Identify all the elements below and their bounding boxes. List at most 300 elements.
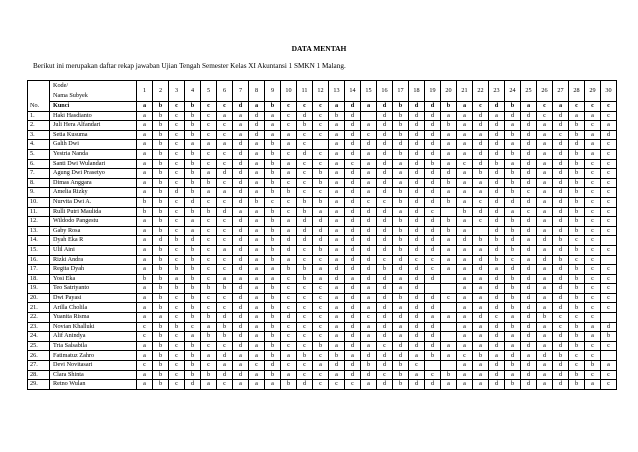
answer-cell: c bbox=[601, 207, 617, 217]
student-name: Galih Dwi bbox=[50, 140, 137, 150]
answer-cell: d bbox=[521, 380, 537, 390]
answer-cell: d bbox=[409, 226, 425, 236]
answer-cell: b bbox=[329, 351, 345, 361]
answer-cell: b bbox=[393, 149, 409, 159]
answer-cell bbox=[441, 274, 457, 284]
answer-cell bbox=[425, 361, 441, 371]
answer-cell: c bbox=[201, 341, 217, 351]
answer-cell: a bbox=[585, 111, 601, 121]
answer-cell: a bbox=[505, 159, 521, 169]
key-answer-10: c bbox=[281, 102, 297, 112]
answer-cell: b bbox=[185, 245, 201, 255]
answer-cell: d bbox=[489, 169, 505, 179]
answer-cell: a bbox=[249, 178, 265, 188]
answer-cell: b bbox=[377, 265, 393, 275]
answer-cell: d bbox=[409, 265, 425, 275]
table-row bbox=[28, 111, 617, 121]
answer-cell: a bbox=[409, 370, 425, 380]
answer-cell: d bbox=[521, 361, 537, 371]
answer-cell: d bbox=[233, 178, 249, 188]
answer-cell: b bbox=[137, 274, 153, 284]
answer-cell: a bbox=[137, 236, 153, 246]
answer-cell: d bbox=[553, 303, 569, 313]
answer-cell: d bbox=[377, 159, 393, 169]
row-number: 8. bbox=[28, 178, 50, 188]
row-number: 20. bbox=[28, 293, 50, 303]
answer-cell: c bbox=[601, 226, 617, 236]
row-number: 17. bbox=[28, 265, 50, 275]
answer-cell: b bbox=[505, 188, 521, 198]
answer-cell: a bbox=[249, 303, 265, 313]
answer-cell: b bbox=[505, 380, 521, 390]
answer-cell: d bbox=[473, 159, 489, 169]
answer-cell: a bbox=[249, 274, 265, 284]
answer-cell: b bbox=[441, 217, 457, 227]
answer-cell: a bbox=[457, 111, 473, 121]
row-number: 18. bbox=[28, 274, 50, 284]
key-answer-30: c bbox=[601, 102, 617, 112]
answer-cell: b bbox=[569, 303, 585, 313]
answer-cell: d bbox=[281, 236, 297, 246]
answer-cell: b bbox=[505, 169, 521, 179]
answer-cell: b bbox=[185, 351, 201, 361]
answer-cell: d bbox=[409, 322, 425, 332]
answer-cell: a bbox=[569, 111, 585, 121]
answer-cell: a bbox=[585, 332, 601, 342]
answer-cell: a bbox=[393, 322, 409, 332]
answer-cell: b bbox=[153, 130, 169, 140]
answer-cell: a bbox=[361, 332, 377, 342]
table-row bbox=[28, 169, 617, 179]
answer-cell: a bbox=[393, 303, 409, 313]
answer-cell: d bbox=[297, 226, 313, 236]
answer-cell: b bbox=[393, 370, 409, 380]
answer-cell: b bbox=[313, 169, 329, 179]
answer-cell: c bbox=[201, 121, 217, 131]
answer-cell: d bbox=[233, 159, 249, 169]
table-row bbox=[28, 226, 617, 236]
answer-cell: c bbox=[169, 130, 185, 140]
answer-cell: c bbox=[281, 332, 297, 342]
answer-cell: a bbox=[457, 284, 473, 294]
answer-cell: c bbox=[585, 341, 601, 351]
answer-cell: d bbox=[489, 303, 505, 313]
answer-cell: a bbox=[313, 207, 329, 217]
table-row bbox=[28, 130, 617, 140]
answer-cell: a bbox=[281, 226, 297, 236]
answer-cell: d bbox=[217, 313, 233, 323]
answer-cell: d bbox=[457, 236, 473, 246]
answer-cell: b bbox=[313, 197, 329, 207]
answer-cell: d bbox=[345, 217, 361, 227]
answer-cell: c bbox=[281, 178, 297, 188]
question-number-24: 24 bbox=[505, 81, 521, 102]
answer-cell: d bbox=[505, 265, 521, 275]
answer-cell: a bbox=[329, 303, 345, 313]
answer-cell: b bbox=[393, 188, 409, 198]
question-number-22: 22 bbox=[473, 81, 489, 102]
answer-cell: b bbox=[425, 351, 441, 361]
answer-cell: d bbox=[409, 284, 425, 294]
row-number: 7. bbox=[28, 169, 50, 179]
answer-cell: b bbox=[185, 207, 201, 217]
answer-cell: d bbox=[393, 341, 409, 351]
answer-cell: a bbox=[329, 178, 345, 188]
answer-cell: b bbox=[265, 370, 281, 380]
answer-cell: c bbox=[281, 207, 297, 217]
answer-cell: c bbox=[217, 380, 233, 390]
answer-cell: c bbox=[281, 361, 297, 371]
answer-cell bbox=[601, 313, 617, 323]
answer-cell: a bbox=[473, 274, 489, 284]
answer-cell: b bbox=[569, 265, 585, 275]
key-answer-5: c bbox=[201, 102, 217, 112]
answer-cell bbox=[473, 226, 489, 236]
answer-cell: c bbox=[601, 284, 617, 294]
answer-cell: a bbox=[441, 313, 457, 323]
student-name: Gaby Rosa bbox=[50, 226, 137, 236]
table-row bbox=[28, 332, 617, 342]
answer-cell: d bbox=[489, 217, 505, 227]
table-row bbox=[28, 197, 617, 207]
answer-cell: d bbox=[233, 370, 249, 380]
answer-cell: b bbox=[153, 226, 169, 236]
answer-cell: d bbox=[553, 169, 569, 179]
key-answer-7: d bbox=[233, 102, 249, 112]
table-row bbox=[28, 207, 617, 217]
answer-cell: b bbox=[457, 207, 473, 217]
answer-cell: b bbox=[393, 361, 409, 371]
answer-cell: d bbox=[489, 322, 505, 332]
table-row bbox=[28, 255, 617, 265]
answer-cell: b bbox=[169, 284, 185, 294]
answer-cell: a bbox=[137, 169, 153, 179]
answer-cell bbox=[361, 111, 377, 121]
answer-cell: a bbox=[521, 351, 537, 361]
answer-cell: b bbox=[505, 293, 521, 303]
answer-cell: d bbox=[553, 380, 569, 390]
answer-cell: c bbox=[201, 361, 217, 371]
key-answer-28: c bbox=[569, 102, 585, 112]
answer-cell: d bbox=[409, 130, 425, 140]
answer-cell: b bbox=[265, 140, 281, 150]
answer-cell: a bbox=[361, 149, 377, 159]
answer-cell: d bbox=[425, 169, 441, 179]
answer-cell: b bbox=[393, 111, 409, 121]
answer-cell: d bbox=[425, 274, 441, 284]
answer-cell: a bbox=[217, 111, 233, 121]
answer-cell: c bbox=[313, 159, 329, 169]
question-number-30: 30 bbox=[601, 81, 617, 102]
answer-cell: d bbox=[425, 236, 441, 246]
answer-cell: a bbox=[137, 130, 153, 140]
answer-cell: c bbox=[297, 313, 313, 323]
answer-cell: d bbox=[521, 159, 537, 169]
answer-cell: b bbox=[153, 322, 169, 332]
answer-cell: d bbox=[553, 178, 569, 188]
answer-cell: a bbox=[505, 207, 521, 217]
answer-cell: c bbox=[169, 370, 185, 380]
answer-cell: c bbox=[601, 169, 617, 179]
answer-cell: b bbox=[185, 121, 201, 131]
key-answer-4: b bbox=[185, 102, 201, 112]
answer-cell: d bbox=[329, 274, 345, 284]
answer-cell: d bbox=[489, 207, 505, 217]
key-answer-27: a bbox=[553, 102, 569, 112]
answer-cell: d bbox=[185, 197, 201, 207]
answer-cell: a bbox=[329, 207, 345, 217]
answer-cell: d bbox=[233, 226, 249, 236]
question-number-20: 20 bbox=[441, 81, 457, 102]
answer-cell: b bbox=[361, 361, 377, 371]
answer-cell: d bbox=[249, 130, 265, 140]
answer-cell: a bbox=[137, 293, 153, 303]
answer-cell: a bbox=[217, 245, 233, 255]
answer-cell: b bbox=[153, 351, 169, 361]
student-name: Tria Salsabila bbox=[50, 341, 137, 351]
answer-cell: a bbox=[537, 245, 553, 255]
answer-cell: a bbox=[393, 159, 409, 169]
answer-cell: b bbox=[249, 197, 265, 207]
table-row bbox=[28, 370, 617, 380]
answer-cell: b bbox=[505, 149, 521, 159]
answer-cell: c bbox=[297, 159, 313, 169]
table-row bbox=[28, 121, 617, 131]
answer-cell: d bbox=[345, 207, 361, 217]
table-row bbox=[28, 265, 617, 275]
answer-cell: b bbox=[201, 178, 217, 188]
student-name: Retno Wulan bbox=[50, 380, 137, 390]
answer-cell: c bbox=[313, 188, 329, 198]
answer-cell: b bbox=[201, 370, 217, 380]
question-number-9: 9 bbox=[265, 81, 281, 102]
answer-cell: c bbox=[281, 284, 297, 294]
row-number: 14. bbox=[28, 236, 50, 246]
answer-cell: d bbox=[233, 303, 249, 313]
answer-cell: c bbox=[249, 361, 265, 371]
answer-cell: a bbox=[137, 226, 153, 236]
answer-cell: a bbox=[457, 226, 473, 236]
answer-cell: c bbox=[313, 370, 329, 380]
student-name: Nurvita Dwi A. bbox=[50, 197, 137, 207]
answer-cell: b bbox=[329, 111, 345, 121]
answer-cell: d bbox=[393, 255, 409, 265]
answer-cell: a bbox=[249, 207, 265, 217]
answer-cell: a bbox=[473, 303, 489, 313]
answer-cell: d bbox=[553, 140, 569, 150]
answer-table bbox=[27, 80, 617, 390]
answer-cell: c bbox=[201, 111, 217, 121]
answer-cell: a bbox=[457, 149, 473, 159]
answer-cell: d bbox=[553, 274, 569, 284]
answer-cell: a bbox=[473, 293, 489, 303]
answer-cell: d bbox=[345, 341, 361, 351]
answer-cell: d bbox=[361, 274, 377, 284]
answer-cell: c bbox=[217, 149, 233, 159]
answer-cell: c bbox=[169, 380, 185, 390]
answer-cell: c bbox=[217, 265, 233, 275]
answer-cell: b bbox=[569, 217, 585, 227]
answer-cell: c bbox=[601, 265, 617, 275]
answer-cell: c bbox=[585, 188, 601, 198]
answer-cell: d bbox=[425, 245, 441, 255]
answer-cell: c bbox=[601, 149, 617, 159]
answer-cell: d bbox=[153, 236, 169, 246]
answer-cell: c bbox=[169, 149, 185, 159]
answer-cell: d bbox=[377, 140, 393, 150]
answer-cell: a bbox=[601, 121, 617, 131]
answer-cell: d bbox=[345, 121, 361, 131]
row-number: 15. bbox=[28, 245, 50, 255]
answer-cell: a bbox=[329, 226, 345, 236]
answer-cell: b bbox=[505, 178, 521, 188]
answer-cell: d bbox=[409, 293, 425, 303]
answer-cell: c bbox=[281, 322, 297, 332]
answer-cell: a bbox=[473, 341, 489, 351]
answer-cell: c bbox=[457, 351, 473, 361]
answer-cell: d bbox=[537, 236, 553, 246]
answer-cell: c bbox=[553, 322, 569, 332]
answer-cell: d bbox=[313, 217, 329, 227]
answer-cell bbox=[441, 361, 457, 371]
key-answer-25: a bbox=[521, 102, 537, 112]
key-answer-24: b bbox=[505, 102, 521, 112]
answer-cell: b bbox=[281, 265, 297, 275]
answer-cell: a bbox=[457, 245, 473, 255]
answer-cell: a bbox=[137, 149, 153, 159]
answer-cell: c bbox=[521, 188, 537, 198]
answer-cell: a bbox=[361, 178, 377, 188]
answer-cell: d bbox=[537, 255, 553, 265]
answer-cell: c bbox=[217, 121, 233, 131]
answer-cell: d bbox=[425, 217, 441, 227]
answer-cell: a bbox=[345, 351, 361, 361]
student-name: Novian Khalluki bbox=[50, 322, 137, 332]
answer-cell: c bbox=[217, 130, 233, 140]
answer-cell: d bbox=[313, 236, 329, 246]
answer-cell: b bbox=[441, 178, 457, 188]
key-answer-29: c bbox=[585, 102, 601, 112]
table-row bbox=[28, 313, 617, 323]
answer-cell: d bbox=[361, 370, 377, 380]
answer-cell: c bbox=[169, 313, 185, 323]
answer-cell: d bbox=[505, 351, 521, 361]
answer-cell: c bbox=[553, 130, 569, 140]
row-number: 9. bbox=[28, 188, 50, 198]
answer-cell: d bbox=[377, 130, 393, 140]
answer-cell: b bbox=[185, 284, 201, 294]
answer-cell: d bbox=[297, 217, 313, 227]
answer-cell: b bbox=[265, 322, 281, 332]
student-name: Dyah Eka R bbox=[50, 236, 137, 246]
answer-cell: d bbox=[409, 121, 425, 131]
answer-cell: b bbox=[393, 217, 409, 227]
table-row bbox=[28, 236, 617, 246]
answer-cell: c bbox=[569, 255, 585, 265]
answer-cell: c bbox=[585, 265, 601, 275]
answer-cell: b bbox=[153, 255, 169, 265]
answer-cell: a bbox=[473, 361, 489, 371]
answer-cell: c bbox=[489, 313, 505, 323]
answer-cell: a bbox=[537, 341, 553, 351]
answer-cell: b bbox=[569, 245, 585, 255]
answer-cell: c bbox=[537, 111, 553, 121]
table-row bbox=[28, 380, 617, 390]
answer-cell: d bbox=[553, 341, 569, 351]
answer-cell: d bbox=[505, 236, 521, 246]
answer-cell: b bbox=[441, 121, 457, 131]
row-number: 2. bbox=[28, 121, 50, 131]
row-number: 22. bbox=[28, 313, 50, 323]
answer-cell: c bbox=[585, 197, 601, 207]
header-row bbox=[28, 81, 617, 102]
answer-cell: c bbox=[201, 245, 217, 255]
answer-cell: c bbox=[313, 111, 329, 121]
answer-cell: d bbox=[409, 149, 425, 159]
document-title: DATA MENTAH bbox=[291, 44, 347, 53]
answer-cell: d bbox=[345, 130, 361, 140]
answer-cell: b bbox=[137, 197, 153, 207]
answer-cell: a bbox=[537, 284, 553, 294]
answer-cell: c bbox=[201, 236, 217, 246]
key-answer-20: b bbox=[441, 102, 457, 112]
answer-cell: c bbox=[169, 341, 185, 351]
answer-cell: d bbox=[393, 351, 409, 361]
answer-cell: a bbox=[233, 361, 249, 371]
answer-cell: a bbox=[585, 380, 601, 390]
answer-cell: d bbox=[409, 245, 425, 255]
student-name: Alif Anindya bbox=[50, 332, 137, 342]
answer-cell: c bbox=[313, 313, 329, 323]
question-number-15: 15 bbox=[361, 81, 377, 102]
answer-cell: d bbox=[377, 380, 393, 390]
answer-cell: d bbox=[489, 140, 505, 150]
answer-cell: c bbox=[329, 380, 345, 390]
student-name: Fatimatuz Zahro bbox=[50, 351, 137, 361]
answer-cell: a bbox=[505, 121, 521, 131]
answer-cell: a bbox=[329, 140, 345, 150]
answer-cell: d bbox=[185, 380, 201, 390]
answer-cell: d bbox=[377, 332, 393, 342]
answer-cell: c bbox=[297, 255, 313, 265]
answer-cell: c bbox=[217, 178, 233, 188]
answer-cell: a bbox=[265, 130, 281, 140]
answer-cell: a bbox=[249, 159, 265, 169]
answer-cell: c bbox=[409, 361, 425, 371]
student-name: Agung Dwi Prasetyo bbox=[50, 169, 137, 179]
answer-cell: b bbox=[569, 197, 585, 207]
answer-cell: c bbox=[361, 313, 377, 323]
answer-cell: c bbox=[169, 303, 185, 313]
answer-cell: a bbox=[537, 121, 553, 131]
answer-cell: a bbox=[457, 178, 473, 188]
answer-cell: a bbox=[265, 274, 281, 284]
answer-cell: b bbox=[265, 188, 281, 198]
answer-cell: d bbox=[537, 351, 553, 361]
key-answer-16: d bbox=[377, 102, 393, 112]
answer-cell: c bbox=[473, 217, 489, 227]
answer-cell: d bbox=[425, 121, 441, 131]
answer-cell: d bbox=[553, 188, 569, 198]
answer-cell: d bbox=[521, 303, 537, 313]
answer-cell: a bbox=[537, 207, 553, 217]
answer-cell: c bbox=[601, 111, 617, 121]
answer-cell: a bbox=[361, 169, 377, 179]
answer-cell: d bbox=[377, 322, 393, 332]
answer-cell: b bbox=[265, 149, 281, 159]
answer-cell: a bbox=[393, 178, 409, 188]
answer-cell: a bbox=[249, 255, 265, 265]
